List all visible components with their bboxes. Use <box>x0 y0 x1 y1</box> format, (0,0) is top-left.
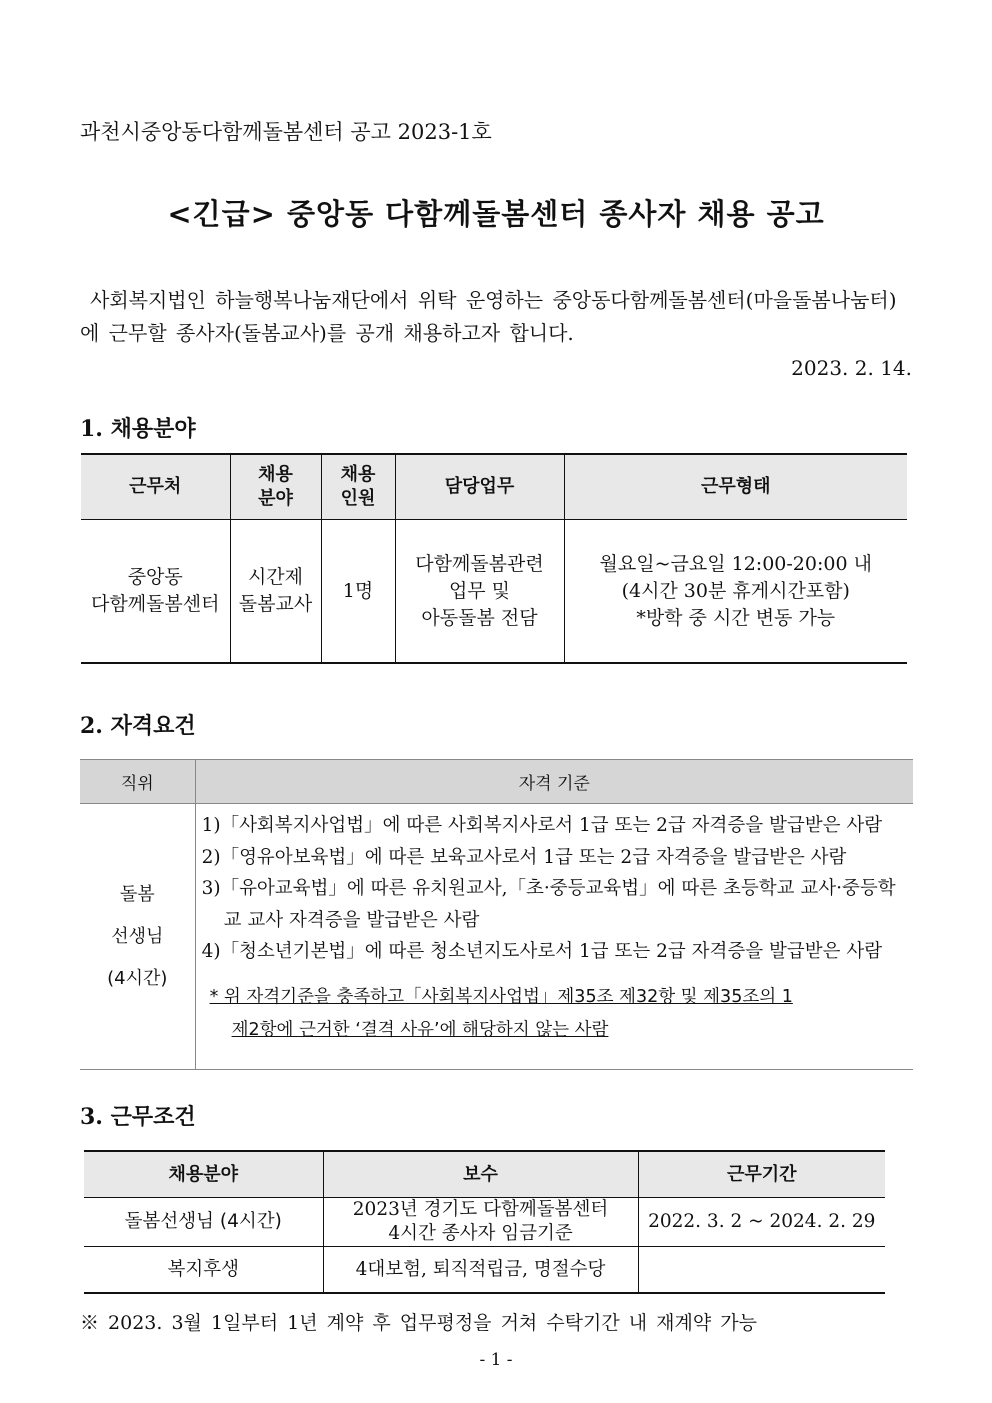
header-label: 근무처 <box>129 476 182 497</box>
note-line: 제2항에 근거한 ‘결격 사유’에 해당하지 않는 사람 <box>231 1019 609 1040</box>
header-label: 자격 기준 <box>518 774 590 794</box>
section-heading-conditions: 3. 근무조건 <box>80 1104 196 1130</box>
cell-text: 4대보험, 퇴직적립금, 명절수당 <box>355 1258 606 1280</box>
criteria-item: 3)「유아교육법」에 따른 유치원교사,「초·중등교육법」에 따른 초등학교 교사·중등학 <box>201 878 896 899</box>
column-header <box>323 1151 638 1198</box>
column-header <box>81 454 230 520</box>
criteria-cell <box>195 804 913 1070</box>
qualifications-table <box>80 759 913 1070</box>
table-row <box>84 1198 885 1247</box>
position-line: 돌봄 <box>119 883 155 905</box>
header-label: 보수 <box>463 1163 498 1185</box>
field-cell <box>84 1247 323 1294</box>
period-cell <box>638 1247 885 1294</box>
position-cell <box>80 804 195 1070</box>
section-heading-recruitment: 1. 채용분야 <box>80 416 196 442</box>
table-header-row <box>80 760 913 804</box>
pay-cell <box>323 1198 638 1247</box>
field-cell <box>230 520 321 664</box>
cell-text: 중앙동 다함께돌봄센터 <box>91 566 220 615</box>
column-header <box>564 454 907 520</box>
header-label: 근무기간 <box>726 1163 797 1185</box>
work-type-cell <box>564 520 907 664</box>
disqualification-note <box>202 981 913 1047</box>
table-header-row <box>81 454 907 520</box>
workplace-cell <box>81 520 230 664</box>
cell-text: 돌봄선생님 (4시간) <box>124 1211 282 1232</box>
column-header <box>195 760 913 804</box>
recruitment-table <box>81 453 907 664</box>
cell-text: 1명 <box>342 579 374 602</box>
column-header <box>638 1151 885 1198</box>
footnote: ※ 2023. 3월 1일부터 1년 계약 후 업무평정을 거쳐 수탁기간 내 재계약 가능 <box>80 1312 757 1334</box>
position-line: 선생님 <box>111 925 164 947</box>
period-cell <box>638 1198 885 1247</box>
field-cell <box>84 1198 323 1247</box>
position-line: (4시간) <box>107 967 168 989</box>
header-label: 채용분야 <box>168 1163 239 1185</box>
duty-cell <box>395 520 564 664</box>
criteria-item: 4)「청소년기본법」에 따른 청소년지도사로서 1급 또는 2급 자격증을 발급받은 사람 <box>201 941 883 962</box>
header-label: 담당업무 <box>444 476 515 497</box>
cell-text: 2022. 3. 2 ~ 2024. 2. 29 <box>648 1211 876 1232</box>
notice-number: 과천시중앙동다함께돌봄센터 공고 2023-1호 <box>80 120 492 144</box>
criteria-item: 2)「영유아보육법」에 따른 보육교사로서 1급 또는 2급 자격증을 발급받은 사람 <box>201 846 847 868</box>
pay-cell <box>323 1247 638 1294</box>
criteria-item: 1)「사회복지사업법」에 따른 사회복지사로서 1급 또는 2급 자격증을 발급받은 사람 <box>201 815 883 836</box>
section-heading-qualifications: 2. 자격요건 <box>80 713 196 739</box>
column-header <box>395 454 564 520</box>
page-number: - 1 - <box>479 1350 513 1370</box>
note-line: * 위 자격기준을 충족하고「사회복지사업법」제35조 제32항 및 제35조의 1 <box>209 986 793 1007</box>
table-header-row <box>84 1151 885 1198</box>
intro-paragraph: 사회복지법인 하늘행복나눔재단에서 위탁 운영하는 중앙동다함께돌봄센터(마을돌봄나눔터)에 근무할 종사자(돌봄교사)를 공개 채용하고자 합니다. <box>80 288 897 345</box>
conditions-table <box>84 1150 885 1294</box>
cell-text: 시간제 돌봄교사 <box>238 566 313 615</box>
table-row <box>80 804 913 1070</box>
cell-text: 복지후생 <box>167 1258 239 1280</box>
cell-text: 다함께돌봄관련 업무 및 아동돌봄 전담 <box>415 552 544 629</box>
header-label: 채용 분야 <box>258 464 293 509</box>
header-label: 직위 <box>120 774 154 794</box>
column-header <box>84 1151 323 1198</box>
cell-text: 2023년 경기도 다함께돌봄센터 4시간 종사자 임금기준 <box>352 1199 609 1244</box>
column-header <box>321 454 395 520</box>
column-header <box>230 454 321 520</box>
header-label: 채용 인원 <box>340 464 376 509</box>
cell-text: 월요일~금요일 12:00-20:00 내 (4시간 30분 휴게시간포함) *방학 중 시간 변동 가능 <box>599 552 872 629</box>
page-title: <긴급> 중앙동 다함께돌봄센터 종사자 채용 공고 <box>167 197 825 231</box>
notice-date: 2023. 2. 14. <box>791 356 912 380</box>
header-label: 근무형태 <box>700 476 771 497</box>
table-row <box>84 1247 885 1294</box>
count-cell <box>321 520 395 664</box>
table-row <box>81 520 907 664</box>
column-header <box>80 760 195 804</box>
criteria-item-continuation: 교 교사 자격증을 발급받은 사람 <box>223 909 480 931</box>
